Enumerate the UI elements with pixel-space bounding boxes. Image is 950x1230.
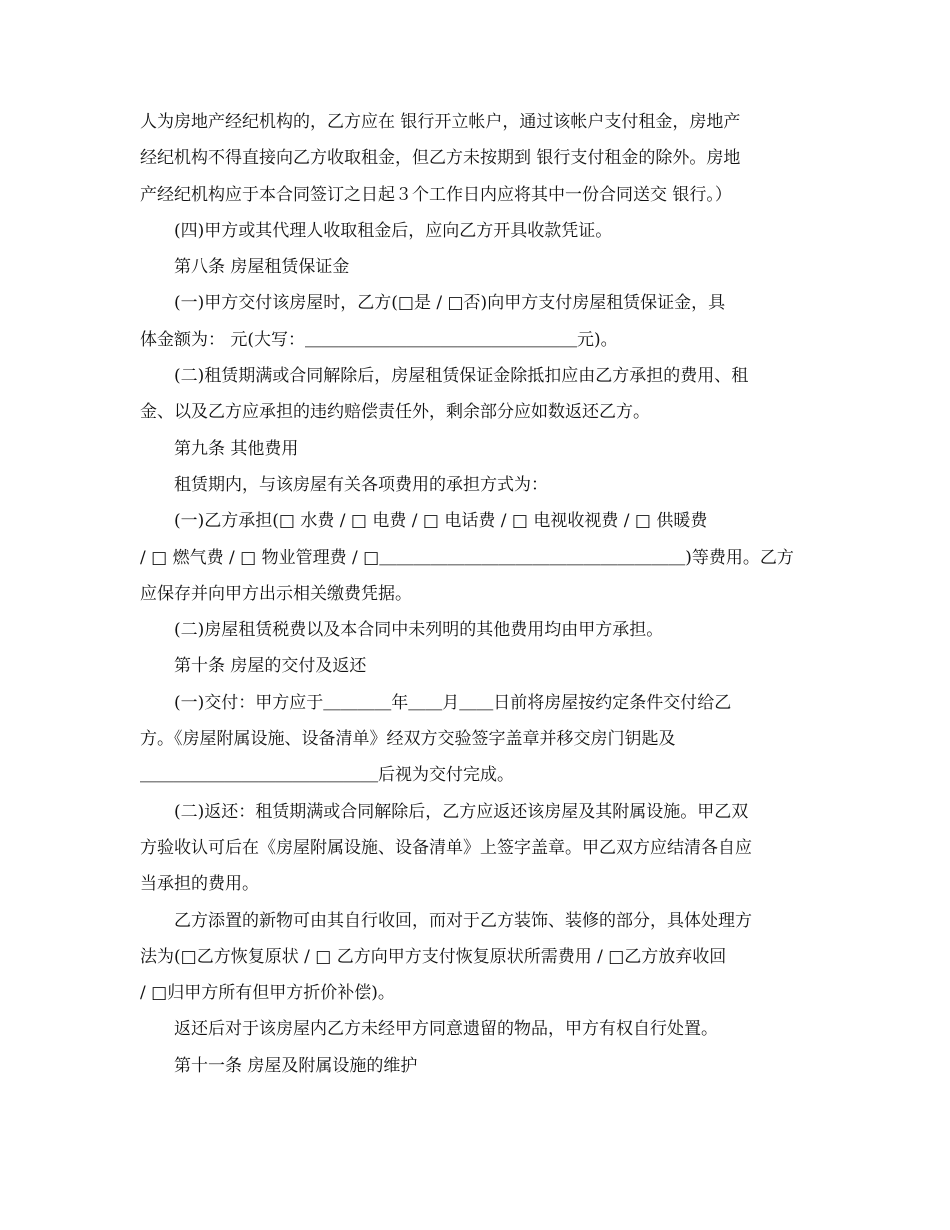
text-line: / □归甲方所有但甲方折价补偿)。 xyxy=(140,983,395,1004)
text-line: 当承担的费用。 xyxy=(140,874,259,895)
text-line: 法为(□乙方恢复原状 / □ 乙方向甲方支付恢复原状所需费用 / □乙方放弃收回 xyxy=(140,946,727,967)
section-heading: 第九条 其他费用 xyxy=(174,438,299,459)
text-line: 应保存并向甲方出示相关缴费凭据。 xyxy=(140,583,412,604)
document-page xyxy=(140,112,808,1092)
text-line: 产经纪机构应于本合同签订之日起３个工作日内应将其中一份合同送交 银行。） xyxy=(140,184,732,205)
text-line: 人为房地产经纪机构的，乙方应在 银行开立帐户，通过该帐户支付租金，房地产 xyxy=(140,112,741,132)
text-line: (二)房屋租赁税费以及本合同中未列明的其他费用均由甲方承担。 xyxy=(174,620,664,641)
text-line: 方验收认可后在《房屋附属设施、设备清单》上签字盖章。甲乙双方应结清各自应 xyxy=(140,837,752,858)
text-line: (二)租赁期满或合同解除后，房屋租赁保证金除抵扣应由乙方承担的费用、租 xyxy=(174,366,749,387)
text-line: (一)交付：甲方应于＿＿＿＿年＿＿月＿＿日前将房屋按约定条件交付给乙 xyxy=(174,692,732,713)
text-line: ＿＿＿＿＿＿＿＿＿＿＿＿＿＿后视为交付完成。 xyxy=(140,765,514,786)
text-line: 返还后对于该房屋内乙方未经甲方同意遗留的物品，甲方有权自行处置。 xyxy=(174,1019,718,1040)
text-line: 经纪机构不得直接向乙方收取租金，但乙方未按期到 银行支付租金的除外。房地 xyxy=(140,148,741,169)
text-line: 租赁期内，与该房屋有关各项费用的承担方式为： xyxy=(174,474,548,495)
text-line: 体金额为： 元(大写：＿＿＿＿＿＿＿＿＿＿＿＿＿＿＿＿元)。 xyxy=(140,329,618,350)
text-line: 乙方添置的新物可由其自行收回，而对于乙方装饰、装修的部分，具体处理方 xyxy=(174,910,752,931)
text-line: 金、以及乙方应承担的违约赔偿责任外，剩余部分应如数返还乙方。 xyxy=(140,402,650,423)
text-line: / □ 燃气费 / □ 物业管理费 / □＿＿＿＿＿＿＿＿＿＿＿＿＿＿＿＿＿＿)等费用。乙方 xyxy=(140,547,794,568)
section-heading: 第十条 房屋的交付及返还 xyxy=(174,656,367,677)
text-line: (一)乙方承担(□ 水费 / □ 电费 / □ 电话费 / □ 电视收视费 / □ 供暖费 xyxy=(174,511,708,532)
text-line: 方。《房屋附属设施、设备清单》经双方交验签字盖章并移交房门钥匙及 xyxy=(140,729,676,750)
section-heading: 第十一条 房屋及附属设施的维护 xyxy=(174,1055,418,1076)
text-line: (一)甲方交付该房屋时，乙方(□是 / □否)向甲方支付房屋租赁保证金，具 xyxy=(174,293,726,314)
section-heading: 第八条 房屋租赁保证金 xyxy=(174,257,350,278)
text-line: (二)返还：租赁期满或合同解除后，乙方应返还该房屋及其附属设施。甲乙双 xyxy=(174,801,749,822)
text-line: (四)甲方或其代理人收取租金后，应向乙方开具收款凭证。 xyxy=(174,220,613,241)
